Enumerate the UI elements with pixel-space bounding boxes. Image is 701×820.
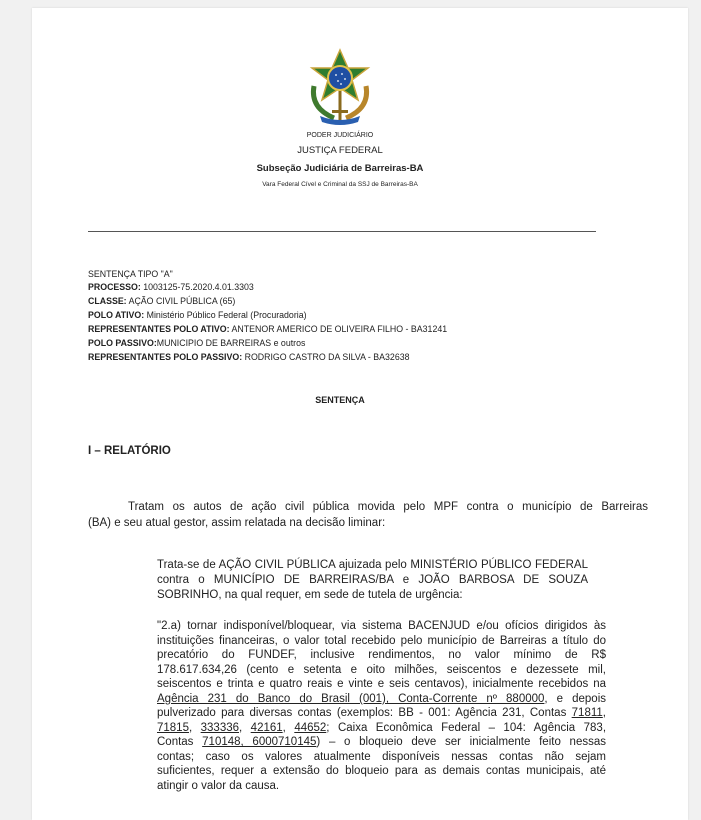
classe-label: CLASSE: (88, 296, 127, 306)
quote2-line-4: 178.617.634,26 (cento e setenta e oito milhões, seiscentos e dezessete mil, (157, 664, 606, 676)
meta-rep-passivo (88, 352, 410, 363)
meta-polo-ativo (88, 310, 307, 321)
meta-tipo (88, 269, 173, 280)
header-poder-judiciario: PODER JUDICIÁRIO (306, 132, 374, 139)
quote2-line-3: precatório do FUNDEF, inclusive rendimentos, no valor mínimo de R$ (157, 649, 606, 661)
meta-rep-ativo (88, 324, 447, 335)
polo-passivo-label: POLO PASSIVO: (88, 338, 157, 348)
sep-3: , (282, 722, 295, 734)
account-44652: 44652 (294, 722, 327, 734)
quote2-line-9-rest: ) – o bloqueio deve ser inicialmente feito nessas (316, 736, 606, 748)
quote2-line-9-text: Contas (157, 736, 203, 748)
quote1-line-1: Trata-se de AÇÃO CIVIL PÚBLICA ajuizada pelo MINISTÉRIO PÚBLICO FEDERAL (157, 559, 588, 571)
processo-value: 1003125-75.2020.4.01.3303 (140, 282, 254, 292)
quote2-line-12: atingir o valor da causa. (157, 780, 280, 792)
quote2-line-11: suficientes, requer a extensão do bloqueio para as demais contas municipais, até (157, 765, 606, 777)
classe-value: AÇÃO CIVIL PÚBLICA (65) (126, 296, 236, 306)
quote2-line-8-rest: ; Caixa Econômica Federal – 104: Agência 783, (326, 722, 607, 734)
processo-label: PROCESSO: (88, 282, 141, 292)
header-justica-federal: JUSTIÇA FEDERAL (297, 145, 383, 156)
meta-processo (88, 282, 254, 293)
account-link-880000: Agência 231 do Banco do Brasil (001), Conta-Corrente nº 880000 (157, 693, 545, 705)
document-page (32, 8, 688, 820)
meta-polo-passivo (88, 338, 305, 349)
account-42161: 42161 (250, 722, 283, 734)
rep-passivo-value: RODRIGO CASTRO DA SILVA - BA32638 (242, 352, 410, 362)
document-title: SENTENÇA (315, 395, 365, 405)
header-divider (88, 231, 596, 232)
polo-ativo-label: POLO ATIVO: (88, 310, 145, 320)
quote2-line-7 (157, 707, 606, 720)
intro-line-2: (BA) e seu atual gestor, assim relatada na decisão liminar: (88, 517, 386, 529)
header-subsecao: Subseção Judiciária de Barreiras-BA (256, 163, 424, 174)
quote2-line-7-comma: , (602, 707, 606, 719)
rep-passivo-label: REPRESENTANTES POLO PASSIVO: (88, 352, 243, 362)
account-71811: 71811 (571, 707, 603, 719)
quote2-line-5: seiscentos e trinta e quatro reais e vinte e seis centavos), inicialmente recebidos na (157, 678, 606, 690)
meta-classe (88, 296, 235, 307)
sep-2: , (239, 722, 251, 734)
intro-line-1: Tratam os autos de ação civil pública movida pelo MPF contra o município de Barreiras (128, 501, 648, 513)
quote2-line-10: contas; caso os valores atualmente disponíveis nessas contas não sejam (157, 751, 606, 763)
quote2-line-2: instituições financeiras, o valor total recebido pelo município de Barreiras a título do (157, 635, 606, 647)
brazil-coat-of-arms-icon (304, 46, 376, 126)
quote2-line-6 (157, 693, 606, 706)
account-71815: 71815 (157, 722, 189, 734)
rep-ativo-value: ANTENOR AMERICO DE OLIVEIRA FILHO - BA31241 (229, 324, 448, 334)
quote2-line-9 (157, 736, 606, 749)
rep-ativo-label: REPRESENTANTES POLO ATIVO: (88, 324, 230, 334)
account-333336: 333336 (200, 722, 240, 734)
quote2-line-1: "2.a) tornar indisponível/bloquear, via sistema BACENJUD e/ou ofícios dirigidos às (157, 620, 606, 632)
header-vara: Vara Federal Cível e Criminal da SSJ de Barreiras-BA (262, 181, 418, 188)
quote2-line-7-text: pulverizado para diversas contas (exemplos: BB - 001: Agência 231, Contas (157, 707, 572, 719)
accounts-caixa: 710148, 6000710145 (202, 736, 317, 748)
section-heading: I – RELATÓRIO (88, 445, 171, 457)
polo-ativo-value: Ministério Público Federal (Procuradoria) (144, 310, 307, 320)
quote2-line-6-rest: , e depois (544, 693, 607, 705)
sep-1: , (188, 722, 201, 734)
quote2-line-8 (157, 722, 606, 735)
meta-tipo-text: SENTENÇA TIPO "A" (88, 269, 173, 279)
quote1-line-2: contra o MUNICÍPIO DE BARREIRAS/BA e JOÃO BARBOSA DE SOUZA (157, 574, 588, 586)
polo-passivo-value: MUNICIPIO DE BARREIRAS e outros (156, 338, 306, 348)
quote1-line-3: SOBRINHO, na qual requer, em sede de tutela de urgência: (157, 589, 463, 601)
